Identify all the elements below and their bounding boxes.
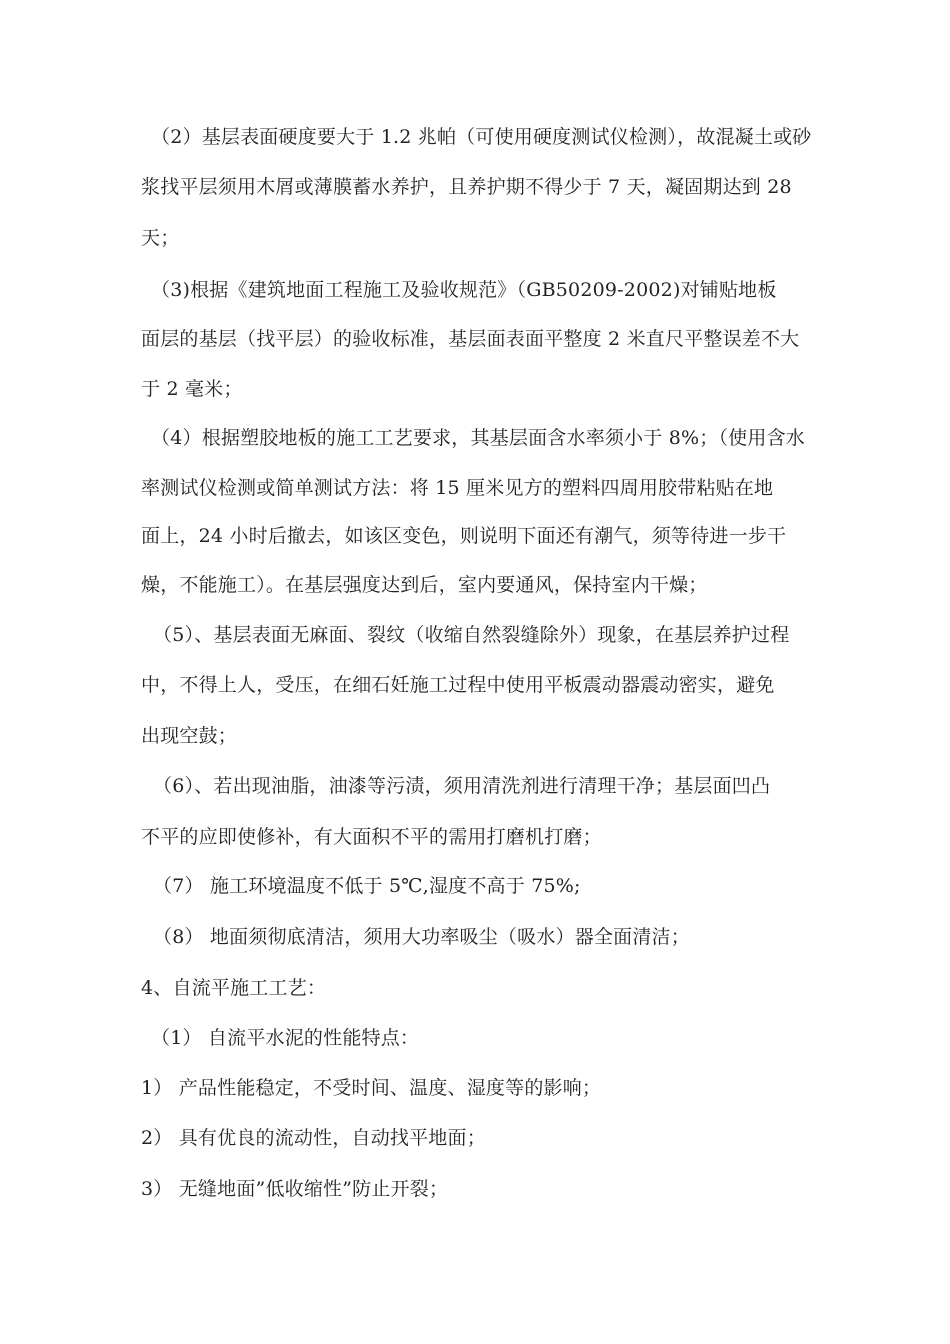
paragraph-line: （3)根据《建筑地面工程施工及验收规范》（GB50209-2002)对铺贴地板 xyxy=(151,279,777,301)
paragraph-line: 不平的应即使修补，有大面积不平的需用打磨机打磨； xyxy=(141,826,602,848)
paragraph-line: 面上，24 小时后撤去，如该区变色，则说明下面还有潮气，须等待进一步干 xyxy=(141,525,787,547)
list-item: 1） 产品性能稳定，不受时间、温度、湿度等的影响； xyxy=(141,1077,602,1099)
paragraph-line: （4）根据塑胶地板的施工工艺要求，其基层面含水率须小于 8%；（使用含水 xyxy=(151,427,805,449)
paragraph-line: 率测试仪检测或简单测试方法：将 15 厘米见方的塑料四周用胶带粘贴在地 xyxy=(141,477,774,499)
paragraph-line: （6）、若出现油脂，油漆等污渍，须用清洗剂进行清理干净；基层面凹凸 xyxy=(153,775,771,797)
paragraph-line: （5）、基层表面无麻面、裂纹（收缩自然裂缝除外）现象，在基层养护过程 xyxy=(153,624,790,646)
paragraph-line: 中，不得上人，受压，在细石妊施工过程中使用平板震动器震动密实，避免 xyxy=(141,674,775,696)
paragraph-line: 出现空鼓； xyxy=(141,725,238,747)
paragraph-line: 面层的基层（找平层）的验收标准，基层面表面平整度 2 米直尺平整误差不大 xyxy=(141,328,800,350)
paragraph-line: （2）基层表面硬度要大于 1.2 兆帕（可使用硬度测试仪检测），故混凝土或砂 xyxy=(151,126,812,148)
list-item: 3） 无缝地面”低收缩性”防止开裂； xyxy=(141,1178,449,1200)
section-heading: 4、自流平施工工艺： xyxy=(141,977,327,999)
paragraph-line: 天； xyxy=(141,227,180,249)
list-item: 2） 具有优良的流动性，自动找平地面； xyxy=(141,1127,486,1149)
paragraph-line: （7） 施工环境温度不低于 5℃,湿度不高于 75%; xyxy=(153,875,581,897)
paragraph-line: （8） 地面须彻底清洁，须用大功率吸尘（吸水）器全面清洁； xyxy=(153,926,690,948)
subsection-heading: （1） 自流平水泥的性能特点： xyxy=(151,1027,420,1049)
paragraph-line: 燥，不能施工）。在基层强度达到后，室内要通风，保持室内干燥； xyxy=(141,574,708,596)
paragraph-line: 于 2 毫米； xyxy=(141,378,243,400)
paragraph-line: 浆找平层须用木屑或薄膜蓄水养护，且养护期不得少于 7 天，凝固期达到 28 xyxy=(141,176,792,198)
